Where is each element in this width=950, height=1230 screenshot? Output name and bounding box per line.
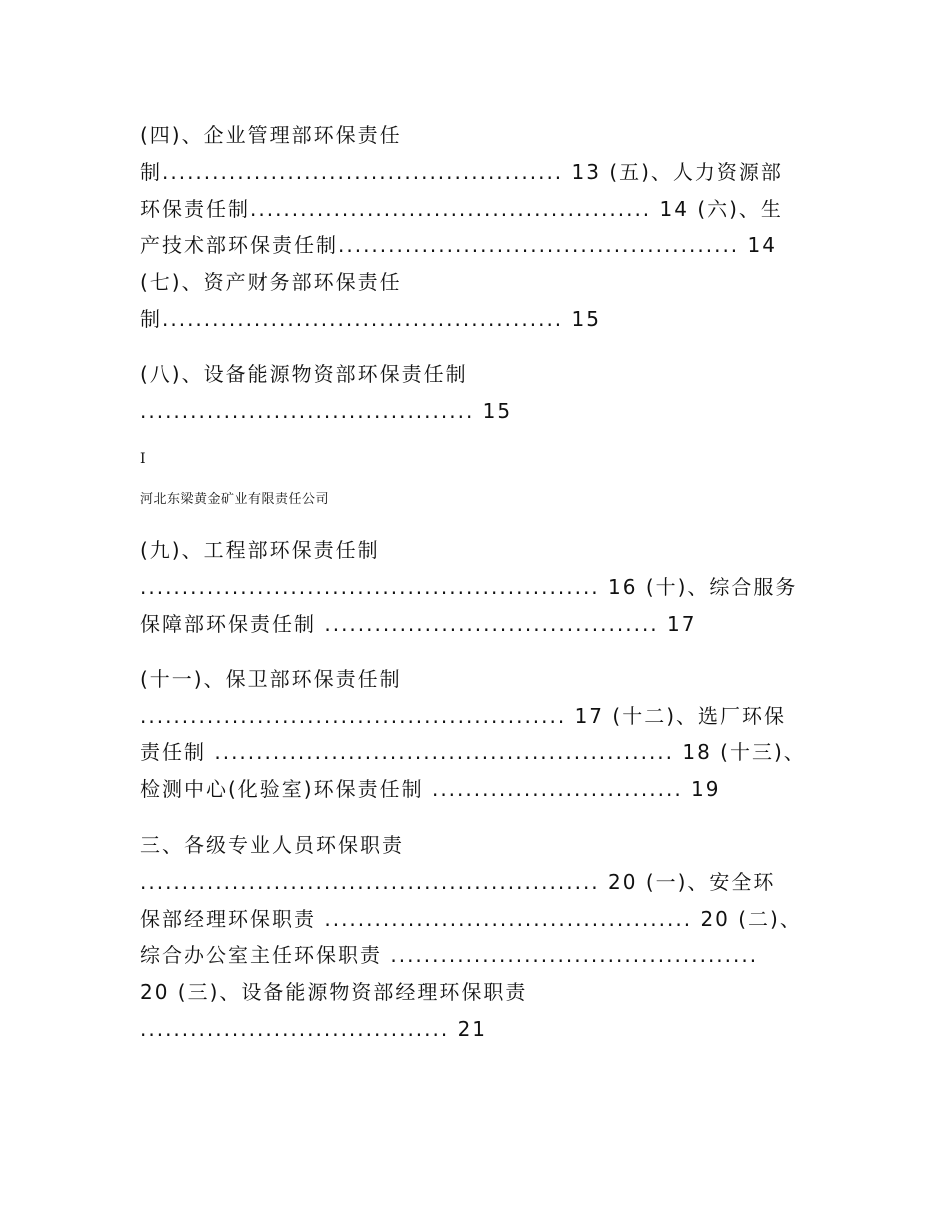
toc-line: (十一)、保卫部环保责任制 xyxy=(140,667,402,691)
toc-line: 产技术部环保责任制................................................ 14 xyxy=(140,233,777,257)
toc-line: 综合办公室主任环保职责 ............................................ xyxy=(140,943,759,967)
toc-line: (七)、资产财务部环保责任 xyxy=(140,270,402,294)
toc-line: 三、各级专业人员环保职责 xyxy=(140,833,404,857)
toc-line: 保部经理环保职责 ............................................ 20 (二)、 xyxy=(140,907,802,931)
toc-line: 责任制 ....................................................... 18 (十三)、 xyxy=(140,740,806,764)
toc-line: 检测中心(化验室)环保责任制 .............................. 19 xyxy=(140,777,721,801)
page-number-mark: I xyxy=(140,451,146,467)
toc-line: ........................................ 15 xyxy=(140,399,513,423)
toc-line: (九)、工程部环保责任制 xyxy=(140,538,380,562)
toc-line: ................................................... 17 (十二)、选厂环保 xyxy=(140,704,786,728)
toc-line: (四)、企业管理部环保责任 xyxy=(140,123,402,147)
toc-line: ....................................................... 16 (十)、综合服务 xyxy=(140,575,798,599)
toc-line: ..................................... 21 xyxy=(140,1017,488,1041)
toc-line: ....................................................... 20 (一)、安全环 xyxy=(140,870,776,894)
toc-line: 制................................................ 13 (五)、人力资源部 xyxy=(140,160,783,184)
toc-line: 制................................................ 15 xyxy=(140,307,601,331)
toc-line: 20 (三)、设备能源物资部经理环保职责 xyxy=(140,980,528,1004)
company-header: 河北东梁黄金矿业有限责任公司 xyxy=(140,492,330,507)
toc-line: 保障部环保责任制 ........................................ 17 xyxy=(140,612,697,636)
toc-line: 环保责任制................................................ 14 (六)、生 xyxy=(140,197,783,221)
toc-line: (八)、设备能源物资部环保责任制 xyxy=(140,362,468,386)
